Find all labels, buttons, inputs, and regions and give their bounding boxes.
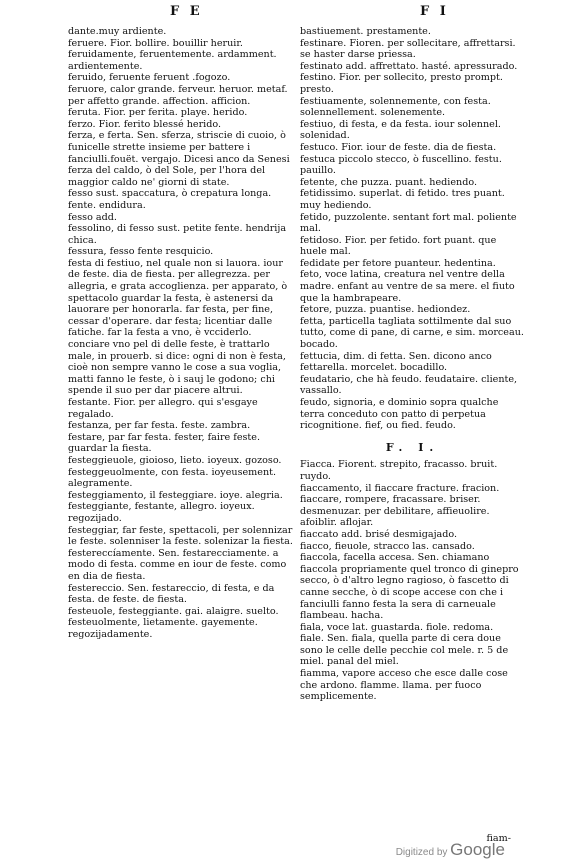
dictionary-entry: fessolino, di fesso sust. petite fente. hendrija chica. bbox=[68, 223, 287, 246]
dictionary-entry: fetidissimo. superlat. di fetido. tres puant. muy hediendo. bbox=[300, 188, 505, 211]
dictionary-entry: bastiuement. prestamente. bbox=[300, 26, 431, 37]
dictionary-entry: fiamma, vapore acceso che esce dalle cose che ardono. flamme. llama. per fuoco semplicemente. bbox=[300, 668, 508, 703]
dictionary-entry: fiaccamento, il fiaccare fracture. fracion. bbox=[300, 482, 500, 494]
dictionary-entry: feruidamente, feruentemente. ardamment. ardientemente. bbox=[68, 49, 277, 72]
dictionary-entry: fettucia, dim. di fetta. Sen. dicono anco fettarella. morcelet. bocadillo. bbox=[300, 350, 492, 374]
dictionary-entry: festino. Fior. per sollecito, presto prompt. presto. bbox=[300, 72, 503, 95]
dictionary-entry: feruere. Fior. bollire. bouillir heruir. bbox=[68, 37, 243, 49]
page-header-left: F E bbox=[170, 4, 203, 19]
catchword: fiam- bbox=[486, 833, 511, 844]
dictionary-entry: festinato add. affrettato. hasté. apressurado. bbox=[300, 60, 518, 72]
dictionary-entry: festuca piccolo stecco, ò fuscellino. festu. pauillo. bbox=[300, 153, 502, 177]
dictionary-entry: fessura, fesso fente resquicio. bbox=[68, 246, 214, 258]
dictionary-entry: festeggieuole, gioioso, lieto. ioyeux. gozoso. bbox=[68, 454, 282, 466]
watermark-brand: Google bbox=[450, 840, 505, 859]
dictionary-entry: festeggeuolmente, con festa. ioyeusement. alegramente. bbox=[68, 466, 277, 490]
dictionary-entry: fiaccato add. brisé desmigajado. bbox=[300, 528, 458, 540]
dictionary-entry: fiacco, fieuole, stracco las. cansado. bbox=[300, 540, 475, 552]
dictionary-entry: festeggiamento, il festeggiare. ioye. alegria. bbox=[68, 489, 283, 501]
dictionary-entry: fedidate per fetore puanteur. hedentina. bbox=[300, 257, 496, 269]
dictionary-entry: fiale. Sen. fiala, quella parte di cera doue sono le celle delle pecchie col mele. r. 5 de miel. panal del miel. bbox=[300, 633, 509, 668]
dictionary-entry: Fiacca. Fiorent. strepito, fracasso. bruit. ruydo. bbox=[300, 459, 498, 482]
dictionary-entry: festiuamente, solennemente, con festa. solennellement. solenemente. bbox=[300, 95, 491, 119]
digitized-watermark bbox=[396, 840, 505, 860]
dictionary-entry: fesso add. bbox=[68, 211, 117, 223]
watermark-prefix: Digitized by bbox=[395, 847, 448, 858]
dictionary-entry: festereccio. Sen. festareccio, di festa, e da festa. de feste. de fiesta. bbox=[68, 582, 275, 606]
dictionary-entry: fiaccare, rompere, fracassare. briser. desmenuzar. per debilitare, affieuolire. afoiblir. aflojar. bbox=[300, 494, 490, 529]
dictionary-entry: fiala, voce lat. guastarda. fiole. redoma. bbox=[300, 621, 494, 633]
dictionary-entry: festiuo, di festa, e da festa. iour solennel. solenidad. bbox=[300, 118, 501, 142]
dictionary-entry: festanza, per far festa. feste. zambra. bbox=[68, 420, 251, 432]
dictionary-entry: ferza, e ferta. Sen. sferza, striscie di cuoio, ò funicelle strette insieme per battere i fanciulli.fouët. vergajo. Dicesi anco da Senesi ferza del caldo, ò del Sole, per l'hora del maggior caldo ne' giorni di state. bbox=[68, 130, 290, 188]
dictionary-entry: feudatario, che hà feudo. feudataire. cliente, vassallo. bbox=[300, 373, 518, 397]
dictionary-entry: dante.muy ardiente. bbox=[68, 26, 167, 37]
right-column bbox=[300, 26, 525, 703]
dictionary-entry: ferzo. Fior. ferito blessé herido. bbox=[68, 118, 222, 130]
dictionary-entry: festante. Fior. per allegro. qui s'esgaye regalado. bbox=[68, 397, 258, 420]
dictionary-entry: fesso sust. spaccatura, ò crepatura longa. fente. endidura. bbox=[68, 188, 272, 211]
dictionary-entry: festare, par far festa. fester, faire feste. guardar la fiesta. bbox=[68, 431, 261, 455]
dictionary-entry: festinare. Fioren. per sollecitare, affrettarsi. se haster darse priessa. bbox=[300, 37, 516, 61]
dictionary-entry: fetta, particella tagliata sottilmente dal suo tutto, come di pane, di carne, e sim. morceau. bocado. bbox=[300, 315, 524, 351]
dictionary-entry: feruta. Fior. per ferita. playe. herido. bbox=[68, 107, 248, 119]
dictionary-entry: festeggiar, far feste, spettacoli, per solennizar le feste. solenniser la feste. solenizar la fiesta. bbox=[68, 524, 293, 548]
dictionary-entry: feruore, calor grande. ferveur. heruor. metaf. per affetto grande. affection. afficion. bbox=[68, 83, 288, 107]
dictionary-entry: festuco. Fior. iour de feste. dia de fiesta. bbox=[300, 141, 497, 153]
dictionary-entry: festeuolmente, lietamente. gayemente. regozijadamente. bbox=[68, 617, 258, 640]
page-header-right: F I bbox=[420, 4, 449, 19]
dictionary-entry: feruido, feruente feruent .fogozo. bbox=[68, 72, 231, 84]
dictionary-entry: festereccíamente. Sen. festarecciamente. a modo di festa. comme en iour de feste. como en dia de fiesta. bbox=[68, 547, 287, 582]
dictionary-entry: fiaccola, facella accesa. Sen. chiamano fiaccola propriamente quel tronco di ginepro secco, ò d'altro legno ragioso, ò fascetto di canne secche, ò di scope accese con che i fanciulli fanno festa la sera di carneuale flambeau. hacha. bbox=[300, 552, 519, 622]
dictionary-entry: fetore, puzza. puantise. hediondez. bbox=[300, 304, 471, 316]
left-column bbox=[68, 26, 293, 640]
dictionary-entry: fetidoso. Fior. per fetido. fort puant. que huele mal. bbox=[300, 234, 497, 258]
section-title: F. I. bbox=[385, 440, 440, 454]
dictionary-entry: festa di festiuo, nel quale non si lauora. iour de feste. dia de fiesta. per allegrezza. per allegria, e grata accoglienza. per apparato, ò spettacolo guardar la festa, è astenersi da lauorare per honorarla. far festa, per fine, cessar d'operare. dar festa; licentiar dalle fatiche. far la festa a vno, è vcciderlo. conciare vno pel di delle feste, è trattarlo male, in prouerb. si dice: ogni di non è festa, cioè non sempre vanno le cose a sua voglia, matti fanno le feste, ò i sauj le godono; chi spende il suo per dar piacere altrui. bbox=[68, 257, 288, 397]
dictionary-entry: festeuole, festeggiante. gai. alaigre. suelto. bbox=[68, 605, 279, 617]
dictionary-entry: fetente, che puzza. puant. hediendo. bbox=[300, 176, 477, 188]
dictionary-entry: fetido, puzzolente. sentant fort mal. poliente mal. bbox=[300, 211, 517, 235]
dictionary-entry: feudo, signoria, e dominio sopra qualche terra conceduto con patto di perpetua ricognitione. fief, ou fied. feudo. bbox=[300, 397, 499, 432]
dictionary-entry: festeggiante, festante, allegro. ioyeux. regozijado. bbox=[68, 501, 255, 524]
dictionary-entry: feto, voce latina, creatura nel ventre della madre. enfant au ventre de sa mere. el fiuto que la hambrapeare. bbox=[300, 269, 515, 304]
